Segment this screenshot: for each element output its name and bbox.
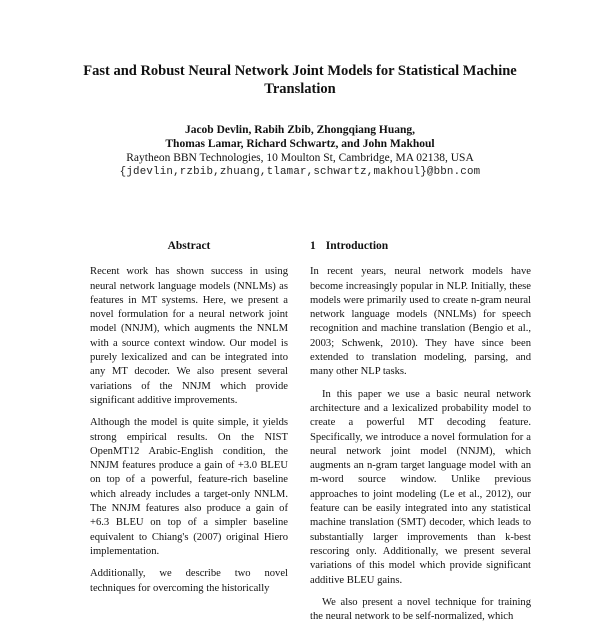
authors-line-1: Jacob Devlin, Rabih Zbib, Zhongqiang Huang,	[184, 124, 416, 136]
abstract-paragraph: Additionally, we describe two novel techniques for overcoming the historically	[90, 568, 288, 594]
abstract-paragraph: Recent work has shown success in using neural network language models (NNLMs) as features in MT systems. Here, we present a novel formulation for a neural network joint model (NNJM), which augments the NNLM with a source context window. Our model is purely lexicalized and can be integrated into any MT decoder. We also present several variations of the NNJM which provide significant additive improvements.	[90, 266, 288, 406]
intro-paragraph: In recent years, neural network models have become increasingly popular in NLP. Initially, these models were primarily used to create n-gram neural network language models (NNLMs) for speech recognition and machine translation (Bengio et al., 2003; Schwenk, 2010). They have since been extended to translation modeling, parsing, and many other NLP tasks.	[310, 266, 531, 378]
intro-paragraph: In this paper we use a basic neural network architecture and a lexicalized probability model to create a powerful MT decoding feature. Specifically, we introduce a novel formulation for a neural network joint model (NNJM), which augments an n-gram target language model with an m-word source window. Unlike previous approaches to joint modeling (Le et al., 2012), our feature can be easily integrated into any statistical machine translation (SMT) decoder, which leads to substantially larger improvements than k-best rescoring only. Additionally, we present several variations of this model which provide significant additive BLEU gains.	[310, 388, 531, 586]
intro-paragraph: We also present a novel technique for training the neural network to be self-normalized, which	[310, 596, 531, 623]
affiliation: Raytheon BBN Technologies, 10 Moulton St, Cambridge, MA 02138, USA	[126, 152, 474, 164]
authors-line-2: Thomas Lamar, Richard Schwartz, and John Makhoul	[165, 138, 435, 150]
author-emails: {jdevlin,rzbib,zhuang,tlamar,schwartz,makhoul}@bbn.com	[119, 166, 481, 178]
section-title: Introduction	[325, 240, 389, 252]
author-block	[60, 123, 540, 179]
introduction-column	[310, 239, 531, 632]
abstract-heading: Abstract	[167, 240, 211, 252]
abstract-paragraph: Although the model is quite simple, it yields strong empirical results. On the NIST OpenMT12 Arabic-English condition, the NNJM features produce a gain of +3.0 BLEU on top of a powerful, feature-rich baseline which already includes a target-only NNLM. The NNJM features also produce a gain of +6.3 BLEU on top of a simpler baseline equivalent to Chiang's (2007) original Hiero implementation.	[90, 417, 288, 557]
introduction-heading	[310, 239, 531, 253]
paper-title: Fast and Robust Neural Network Joint Models for Statistical Machine Translation	[83, 63, 517, 97]
abstract-column	[90, 239, 288, 604]
section-number: 1	[310, 240, 316, 252]
